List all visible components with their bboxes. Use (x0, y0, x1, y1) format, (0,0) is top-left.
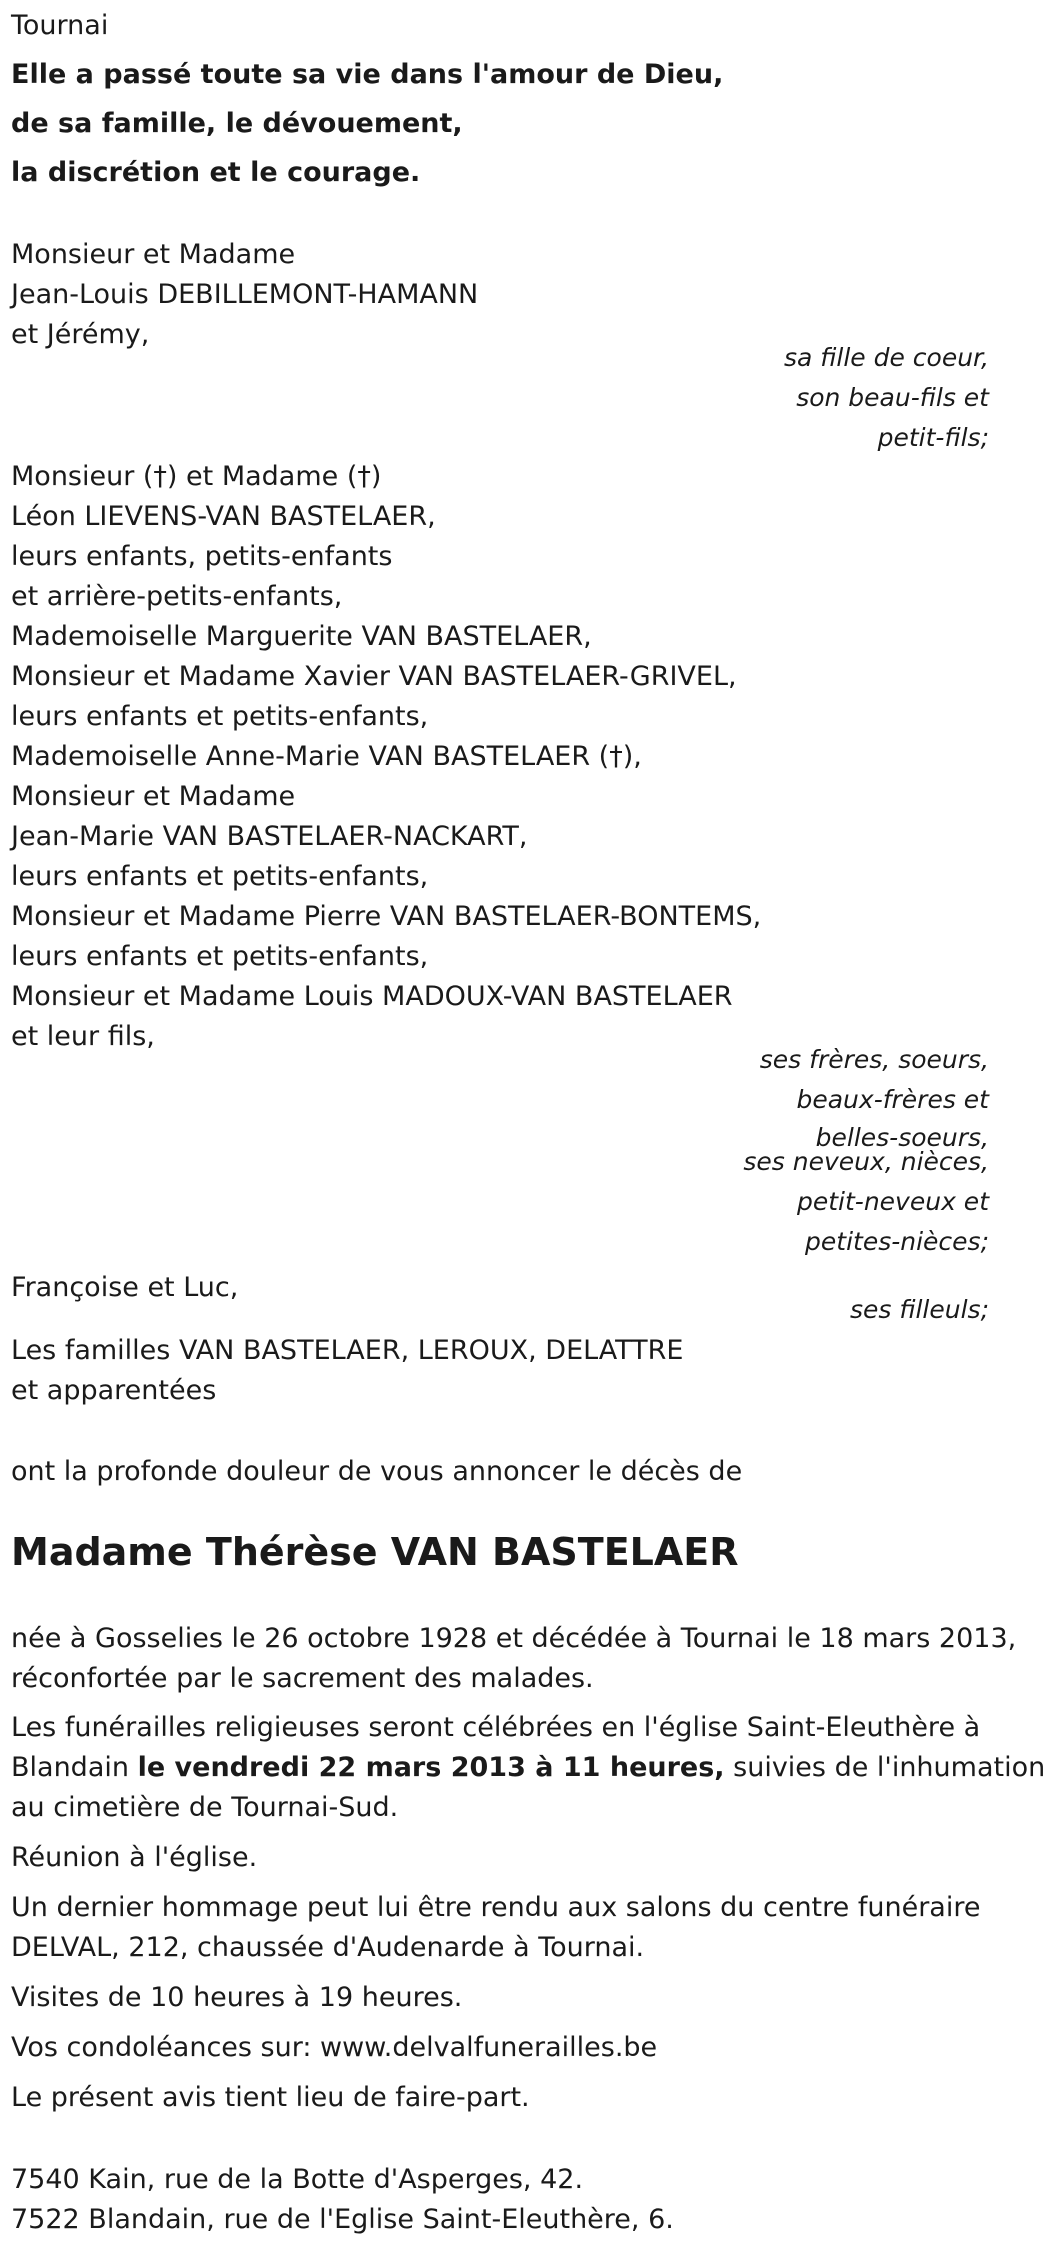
announcement: ont la profonde douleur de vous annoncer le décès de (11, 1456, 743, 1487)
mourner-line: Monsieur (†) et Madame (†) (11, 461, 382, 492)
funeral-line: au cimetière de Tournai-Sud. (11, 1792, 399, 1823)
quote-line: Elle a passé toute sa vie dans l'amour de Dieu, (11, 59, 724, 90)
funeral-date: le vendredi 22 mars 2013 à 11 heures, (137, 1752, 725, 1783)
funeral-line (11, 1748, 1045, 1788)
mourner-line: Mademoiselle Marguerite VAN BASTELAER, (11, 621, 592, 652)
visiting-hours: Visites de 10 heures à 19 heures. (11, 1982, 463, 2013)
mourner-line: Monsieur et Madame Louis MADOUX-VAN BASTELAER (11, 981, 733, 1012)
relation-text: son beau-fils et (796, 383, 989, 412)
address-line: 7540 Kain, rue de la Botte d'Asperges, 42. (11, 2164, 584, 2195)
mourner-line: Léon LIEVENS-VAN BASTELAER, (11, 501, 436, 532)
hommage-line: DELVAL, 212, chaussée d'Audenarde à Tournai. (11, 1932, 645, 1963)
mourner-line: Mademoiselle Anne-Marie VAN BASTELAER (†), (11, 741, 642, 772)
quote-line: la discrétion et le courage. (11, 157, 421, 188)
mourner-line: Françoise et Luc, (11, 1272, 239, 1303)
relation-text: petit-fils; (877, 423, 989, 452)
mourner-line: Monsieur et Madame (11, 781, 296, 812)
mourner-line: et arrière-petits-enfants, (11, 581, 343, 612)
reunion-text: Réunion à l'église. (11, 1842, 258, 1873)
relation-text: petites-nièces; (805, 1227, 989, 1256)
condolences-text: Vos condoléances sur: www.delvalfunerailles.be (11, 2032, 658, 2063)
mourner-line: Monsieur et Madame Xavier VAN BASTELAER-GRIVEL, (11, 661, 737, 692)
location: Tournai (11, 10, 109, 41)
mourner-line: et Jérémy, (11, 319, 150, 350)
funeral-line: Les funérailles religieuses seront célébrées en l'église Saint-Eleuthère à (11, 1712, 981, 1743)
relation-text: belles-soeurs, (815, 1123, 989, 1152)
mourner-line: et leur fils, (11, 1021, 155, 1052)
mourner-line: leurs enfants et petits-enfants, (11, 861, 429, 892)
mourner-line: leurs enfants, petits-enfants (11, 541, 393, 572)
mourner-line: Jean-Marie VAN BASTELAER-NACKART, (11, 821, 528, 852)
relation-text: beaux-frères et (796, 1085, 989, 1114)
families-line: et apparentées (11, 1375, 217, 1406)
birth-line: née à Gosselies le 26 octobre 1928 et décédée à Tournai le 18 mars 2013, (11, 1623, 1017, 1654)
address-line: 7522 Blandain, rue de l'Eglise Saint-Eleuthère, 6. (11, 2204, 674, 2235)
funeral-burial: suivies de l'inhumation (724, 1752, 1045, 1783)
mourner-line: Jean-Louis DEBILLEMONT-HAMANN (11, 279, 479, 310)
mourner-line: Monsieur et Madame (11, 239, 296, 270)
deceased-name: Madame Thérèse VAN BASTELAER (11, 1530, 739, 1574)
families-line: Les familles VAN BASTELAER, LEROUX, DELATTRE (11, 1335, 684, 1366)
relation-text: ses frères, soeurs, (759, 1045, 989, 1074)
birth-line: réconfortée par le sacrement des malades. (11, 1663, 594, 1694)
relation-text: sa fille de coeur, (783, 343, 989, 372)
mourner-line: leurs enfants et petits-enfants, (11, 701, 429, 732)
hommage-line: Un dernier hommage peut lui être rendu aux salons du centre funéraire (11, 1892, 981, 1923)
faire-part-text: Le présent avis tient lieu de faire-part. (11, 2082, 530, 2113)
mourner-line: Monsieur et Madame Pierre VAN BASTELAER-BONTEMS, (11, 901, 762, 932)
quote-line: de sa famille, le dévouement, (11, 108, 463, 139)
relation-text: ses filleuls; (849, 1295, 989, 1324)
mourner-line: leurs enfants et petits-enfants, (11, 941, 429, 972)
relation-text: petit-neveux et (797, 1187, 989, 1216)
relation-text: ses neveux, nièces, (743, 1147, 989, 1176)
funeral-place: Blandain (11, 1752, 138, 1783)
